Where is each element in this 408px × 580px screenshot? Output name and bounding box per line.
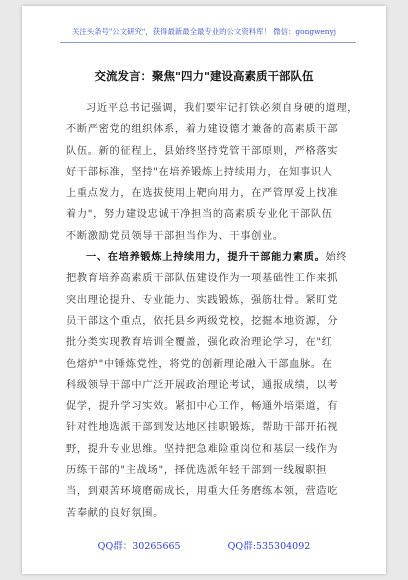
paragraph-line: 当，到艰苦环境磨砺成长，用重大任务磨练本领，营造吃 [66,486,339,498]
paragraph-line: 不断严密党的组织体系，着力建设德才兼备的高素质干部 [66,124,339,136]
paragraph-line: 促学，提升学习实效。紧扣中心工作，畅通外培渠道，有 [66,401,339,413]
section-lead-line [66,247,348,268]
paragraph-line: 历练干部的"主战场"，择优选派年轻干部到一线履职担 [66,465,328,477]
section-lead-rest: 始终 [325,252,348,264]
paragraph-line: 把教育培养高素质干部队伍建设作为一项基础性工作来抓 [66,273,339,285]
qq-group-2: QQ群:535304092 [227,541,311,552]
paragraph-line: 科级领导干部中广泛开展政治理论考试，通报成绩，以考 [66,379,339,391]
paragraph-line: 着力"，努力建设忠诚干净担当的高素质专业化干部队伍 [66,209,333,221]
promo-banner: 关注头条号"公文研究"，获得最新最全最专业的公文资料库！ 微信：gongwenyj [71,27,337,36]
paragraph-line: 针对性地选派干部到发达地区挂职锻炼，帮助干部开拓视 [66,422,339,434]
paragraph-line: 色熔炉"中锤炼党性，将党的创新理论融入干部血脉。在 [66,358,333,370]
paragraph-line: 上重点发力，在选拔使用上靶向用力，在严管厚爱上找准 [66,188,339,200]
qq-group-1: QQ群：30265665 [97,541,181,552]
paragraph-line: 好干部标准，坚持"在培养锻炼上持续用力，在知事识人 [66,166,333,178]
paragraph-line: 队伍。新的征程上，县始终坚持党管干部原则，严格落实 [66,145,339,157]
paragraph-line: 批分类实现教育培训全覆盖，强化政治理论学习，在"红 [66,337,333,349]
section-heading: 一、在培养锻炼上持续用力，提升干部能力素质。 [86,251,326,264]
document-page [22,6,386,574]
paragraph-line: 突出理论提升、专业能力、实践锻炼，强筋壮骨。紧盯党 [66,294,339,306]
paragraph-line: 苦奉献的良好氛围。 [66,507,164,519]
document-body [66,98,359,524]
page-footer [22,538,386,552]
paragraph-line: 野，提升专业思维。坚持把急难险重岗位和基层一线作为 [66,443,339,455]
paragraph-line: 员干部这个重点，依托县乡两级党校，挖掘本地资源，分 [66,315,339,327]
paragraph-line: 不断激励党员领导干部担当作为、干事创业。 [66,230,284,242]
paragraph-line: 习近平总书记强调，我们要牢记打铁必须自身硬的道理， [86,103,359,114]
header-divider [60,42,356,43]
document-title: 交流发言：聚焦"四力"建设高素质干部队伍 [94,69,314,83]
